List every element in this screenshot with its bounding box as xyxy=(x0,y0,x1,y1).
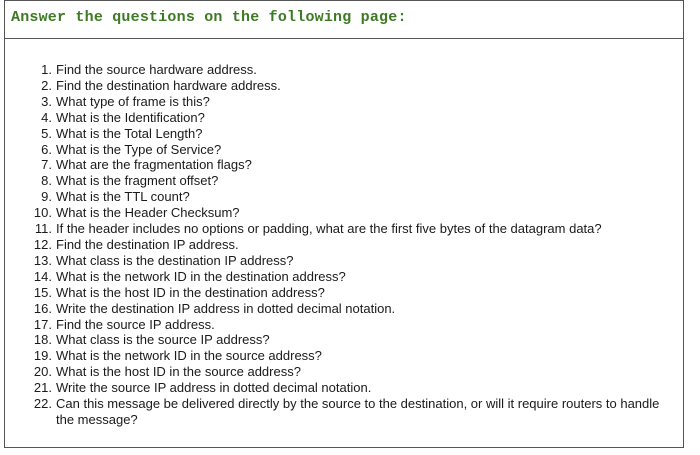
question-number: 5. xyxy=(41,125,52,141)
question-number: 21. xyxy=(33,380,52,396)
question-number: 12. xyxy=(33,236,52,252)
question-number: 3. xyxy=(41,93,52,109)
question-box xyxy=(4,0,684,448)
question-item xyxy=(5,62,683,78)
question-text: What is the TTL count? xyxy=(56,189,190,205)
question-number: 4. xyxy=(41,109,52,125)
question-text: What class is the destination IP address? xyxy=(56,252,294,268)
question-text: What is the network ID in the source address? xyxy=(56,348,322,364)
question-text: Find the source IP address. xyxy=(56,316,215,332)
question-text: What is the host ID in the source address? xyxy=(56,364,301,380)
question-number: 11. xyxy=(34,221,52,237)
question-text: What type of frame is this? xyxy=(56,93,210,109)
question-item xyxy=(5,173,683,189)
question-number: 15. xyxy=(33,284,52,300)
question-text: What is the network ID in the destination address? xyxy=(56,268,346,284)
question-item xyxy=(5,126,683,142)
question-item xyxy=(5,78,683,94)
question-number: 9. xyxy=(41,189,52,205)
question-text: Write the source IP address in dotted decimal notation. xyxy=(56,380,372,396)
question-number: 18. xyxy=(33,332,52,348)
question-text: What is the Header Checksum? xyxy=(56,205,240,221)
question-item xyxy=(5,364,683,380)
question-item xyxy=(5,110,683,126)
question-number: 7. xyxy=(41,157,52,173)
question-number: 17. xyxy=(33,316,52,332)
question-text: Find the destination hardware address. xyxy=(56,77,281,93)
question-text: If the header includes no options or padding, what are the first five bytes of the datagram data? xyxy=(56,221,602,237)
question-number: 22. xyxy=(33,396,52,412)
page-title: Answer the questions on the following page: xyxy=(11,9,407,26)
header-bar xyxy=(5,1,683,39)
question-text: Can this message be delivered directly by the source to the destination, or will it require routers to handle the message? xyxy=(56,396,660,427)
question-number: 16. xyxy=(33,300,52,316)
question-number: 2. xyxy=(41,77,52,93)
question-item xyxy=(5,205,683,221)
question-item xyxy=(5,380,683,396)
question-item xyxy=(5,348,683,364)
question-text: What is the fragment offset? xyxy=(56,173,219,189)
question-text: What is the Type of Service? xyxy=(56,141,222,157)
question-text: Find the source hardware address. xyxy=(56,62,257,77)
question-text: What is the host ID in the destination address? xyxy=(56,284,325,300)
question-number: 8. xyxy=(41,173,52,189)
question-item xyxy=(5,142,683,158)
question-item xyxy=(5,301,683,317)
question-item xyxy=(5,396,683,428)
question-item xyxy=(5,94,683,110)
question-text: What is the Total Length? xyxy=(56,125,203,141)
question-item xyxy=(5,269,683,285)
question-number: 13. xyxy=(33,252,52,268)
question-item xyxy=(5,237,683,253)
question-item xyxy=(5,189,683,205)
question-list xyxy=(5,62,683,428)
question-text: What is the Identification? xyxy=(56,109,205,125)
question-text: Find the destination IP address. xyxy=(56,236,239,252)
question-item xyxy=(5,285,683,301)
question-number: 6. xyxy=(41,141,52,157)
question-item xyxy=(5,253,683,269)
question-text: Write the destination IP address in dotted decimal notation. xyxy=(56,300,396,316)
question-number: 19. xyxy=(33,348,52,364)
question-item xyxy=(5,332,683,348)
question-number: 10. xyxy=(33,205,52,221)
question-item xyxy=(5,221,683,237)
question-number: 14. xyxy=(33,268,52,284)
question-item xyxy=(5,157,683,173)
question-number: 1. xyxy=(41,62,52,77)
question-item xyxy=(5,317,683,333)
question-text: What are the fragmentation flags? xyxy=(56,157,252,173)
question-text: What class is the source IP address? xyxy=(56,332,270,348)
question-number: 20. xyxy=(33,364,52,380)
